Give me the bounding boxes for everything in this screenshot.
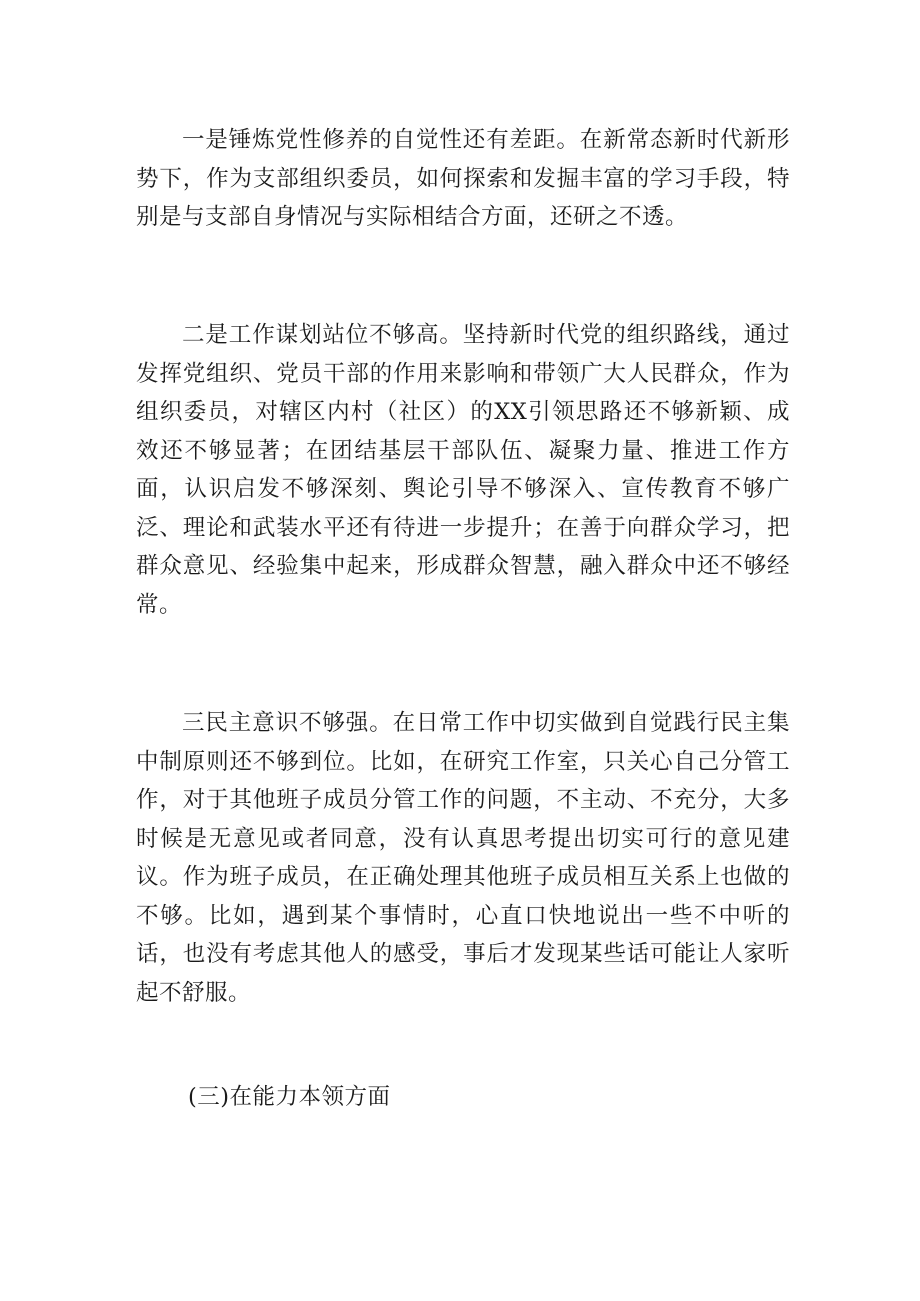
paragraph-1: 一是锤炼党性修养的自觉性还有差距。在新常态新时代新形势下，作为支部组织委员，如何探索和发掘丰富的学习手段，特别是与支部自身情况与实际相结合方面，还研之不透。	[136, 127, 790, 230]
section-heading: (三)在能力本领方面	[188, 1084, 391, 1110]
paragraph-3: 三民主意识不够强。在日常工作中切实做到自觉践行民主集中制原则还不够到位。比如，在研究工作室，只关心自己分管工作，对于其他班子成员分管工作的问题，不主动、不充分，大多时候是无意见或者同意，没有认真思考提出切实可行的意见建议。作为班子成员，在正确处理其他班子成员相互关系上也做的不够。比如，遇到某个事情时，心直口快地说出一些不中听的话，也没有考虑其他人的感受，事后才发现某些话可能让人家听起不舒服。	[136, 710, 790, 1006]
paragraph-2: 二是工作谋划站位不够高。坚持新时代党的组织路线，通过发挥党组织、党员干部的作用来影响和带领广大人民群众，作为组织委员，对辖区内村（社区）的XX引领思路还不够新颖、成效还不够显著；在团结基层干部队伍、凝聚力量、推进工作方面，认识启发不够深刻、舆论引导不够深入、宣传教育不够广泛、理论和武装水平还有待进一步提升；在善于向群众学习，把群众意见、经验集中起来，形成群众智慧，融入群众中还不够经常。	[136, 322, 790, 618]
